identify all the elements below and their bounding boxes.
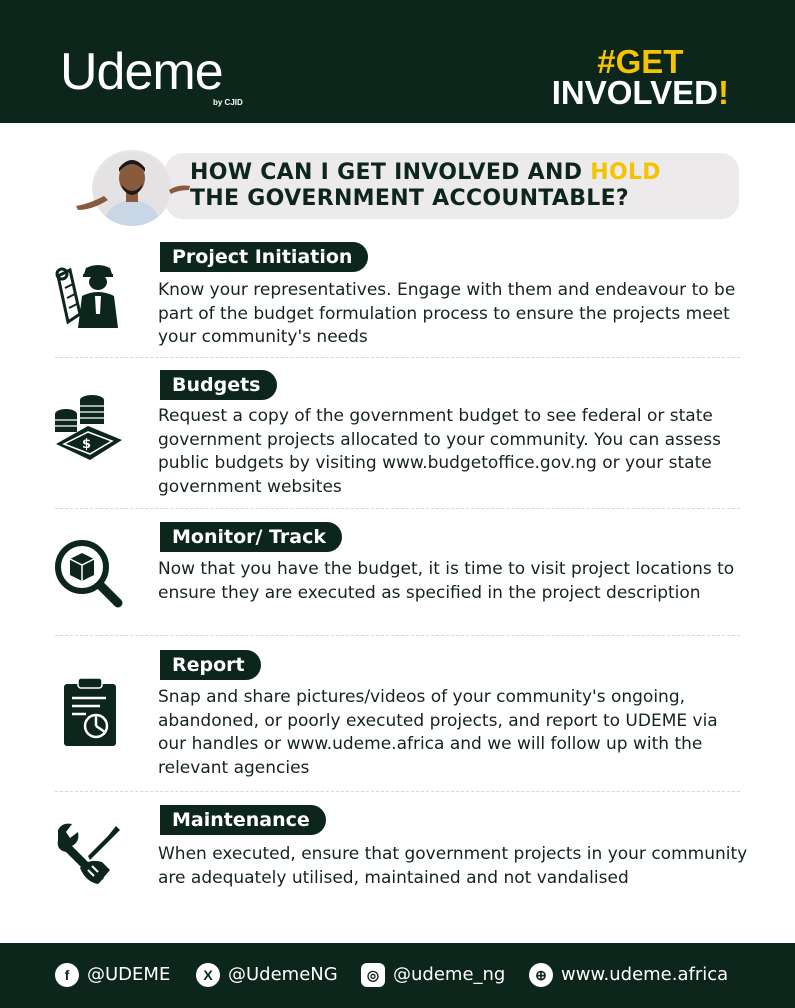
- x-handle[interactable]: X @UdemeNG: [196, 963, 338, 987]
- instagram-icon: ◎: [361, 963, 385, 987]
- divider: [55, 357, 740, 358]
- engineer-icon: [52, 262, 124, 334]
- clipboard-report-icon: [56, 676, 128, 748]
- logo-text: Udeme: [60, 43, 223, 101]
- facebook-handle[interactable]: f @UDEME: [55, 963, 170, 987]
- desc-project-initiation: Know your representatives. Engage with them and endeavour to be part of the budget formulation process to ensure the projects meet your community's needs: [158, 280, 736, 347]
- title-report: Report: [160, 650, 261, 680]
- logo-byline: by CJID: [213, 98, 243, 107]
- website-link[interactable]: ⊕ www.udeme.africa: [529, 963, 728, 987]
- divider: [55, 508, 740, 509]
- hashtag-line2: INVOLVED!: [551, 74, 729, 112]
- svg-text:$: $: [82, 437, 92, 452]
- title-monitor-track: Monitor/ Track: [160, 522, 342, 552]
- title-project-initiation: Project Initiation: [160, 242, 368, 272]
- person-arms: [74, 176, 194, 216]
- get-involved-hashtag: [551, 43, 729, 112]
- x-icon: X: [196, 963, 220, 987]
- title-maintenance: Maintenance: [160, 805, 326, 835]
- divider: [55, 791, 740, 792]
- hashtag-exclaim: !: [718, 74, 729, 112]
- divider: [55, 635, 740, 636]
- money-stack-icon: [52, 392, 124, 464]
- instagram-handle[interactable]: ◎ @udeme_ng: [361, 963, 505, 987]
- desc-maintenance: When executed, ensure that government projects in your community are adequately utilised, maintained and not vandalised: [158, 844, 748, 888]
- desc-monitor-track: Now that you have the budget, it is time to visit project locations to ensure they are executed as specified in the project description: [158, 559, 735, 603]
- globe-icon: ⊕: [529, 963, 553, 987]
- tools-icon: [52, 820, 124, 892]
- desc-report: Snap and share pictures/videos of your community's ongoing, abandoned, or poorly executed projects, and report to UDEME via our handles or www.udeme.africa and we will follow up with the relevant agencies: [158, 687, 718, 778]
- title-budgets: Budgets: [160, 370, 277, 400]
- udeme-logo: [60, 43, 223, 101]
- question-title: HOW CAN I GET INVOLVED AND HOLD THE GOVERNMENT ACCOUNTABLE?: [190, 160, 661, 211]
- magnifier-box-icon: [52, 537, 124, 609]
- facebook-icon: f: [55, 963, 79, 987]
- desc-budgets: Request a copy of the government budget to see federal or state government projects allocated to your community. You can assess public budgets by visiting www.budgetoffice.gov.ng or your state government websites: [158, 406, 721, 497]
- question-highlight: HOLD: [590, 160, 661, 185]
- hashtag-line1: #GET: [597, 43, 684, 80]
